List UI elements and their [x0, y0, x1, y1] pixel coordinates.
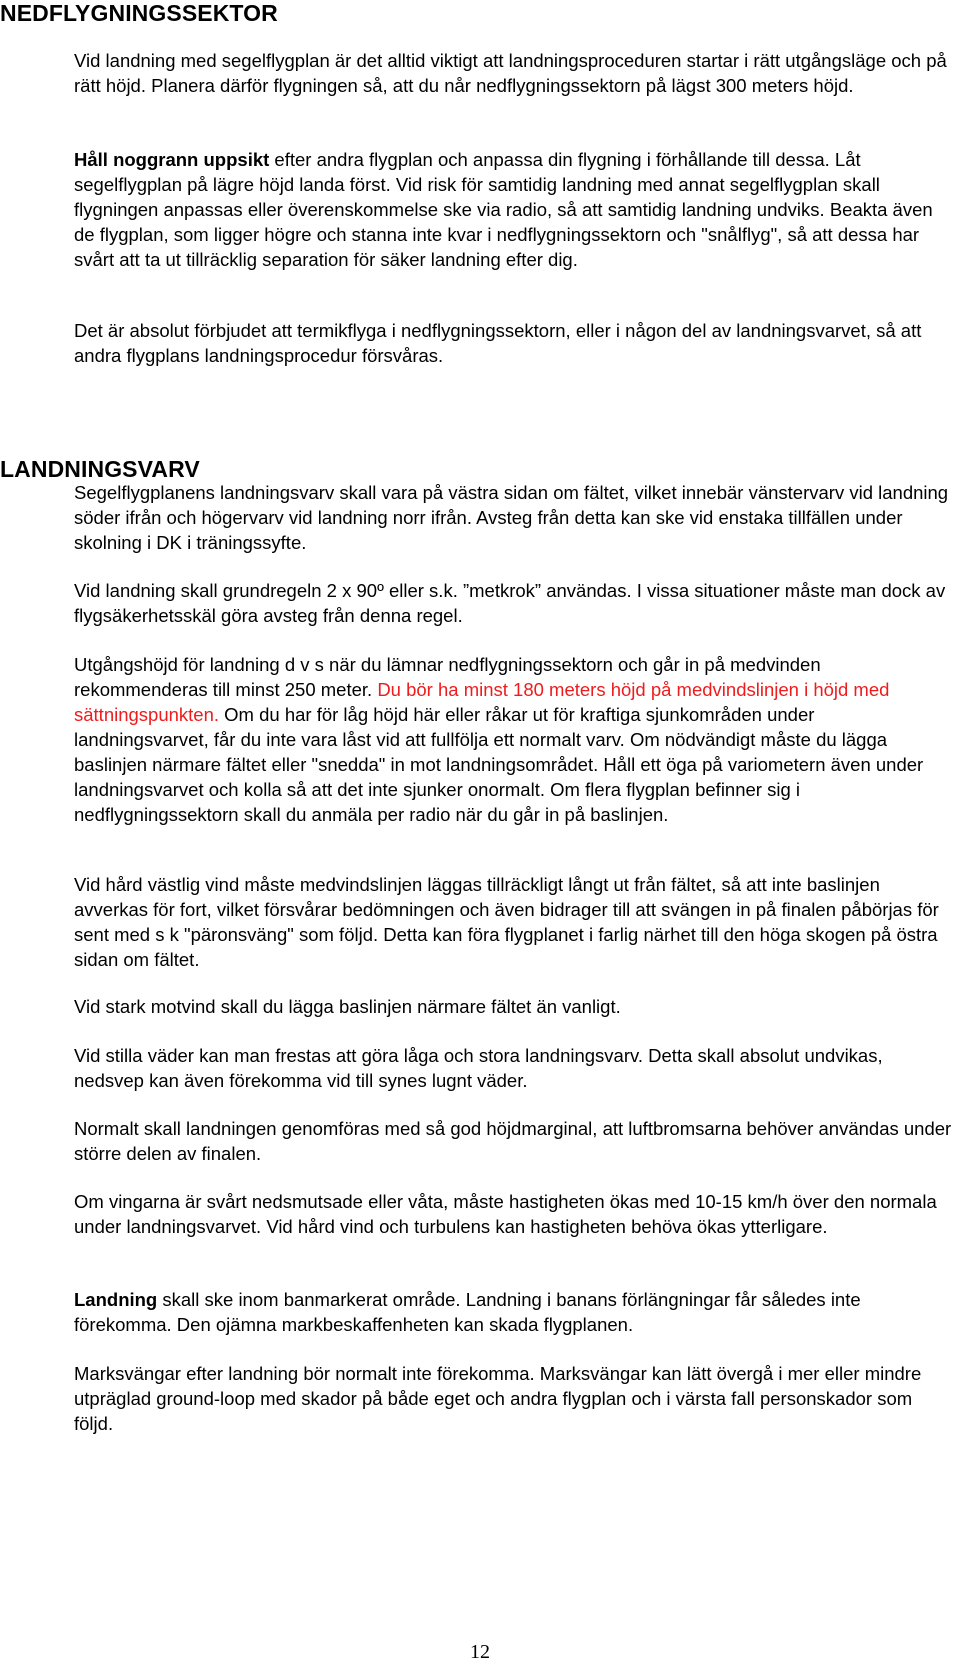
paragraph-text: Vid stilla väder kan man frestas att göra låga och stora landningsvarv. Detta skall absolut undvikas, nedsvep kan även förekomma vid till synes lugnt väder.	[74, 1045, 883, 1091]
paragraph-text: Om du har för låg höjd här eller råkar ut för kraftiga sjunkområden under landningsvarvet, får du inte vara låst vid att fullfölja ett normalt varv. Om nödvändigt måste du lägga baslinjen närmare fältet eller "snedda" in mot landningsområdet. Håll ett öga på variometern även under landningsvarvet och kolla så att det inte sjunker onormalt. Om flera flygplan befinner sig i nedflygningssektorn skall du anmäla per radio när du går in på baslinjen.	[74, 704, 924, 825]
paragraph-text: Vid stark motvind skall du lägga baslinjen närmare fältet än vanligt.	[74, 996, 621, 1017]
paragraph	[74, 1287, 954, 1337]
section-title-nedflygningssektor: NEDFLYGNINGSSEKTOR	[0, 0, 278, 26]
paragraph-text: efter andra flygplan och anpassa din flygning i förhållande till dessa. Låt segelflygplan på lägre höjd landa först. Vid risk för samtidig landning med annat segelflygplan skall flygningen anpassas eller överenskommelse ske via radio, så att samtidig landning undviks. Beakta även de flygplan, som ligger högre och stanna inte kvar i nedflygningssektorn och "snålflyg", så att dessa har svårt att ta ut tillräcklig separation för säker landning efter dig.	[74, 149, 933, 270]
bold-lead-text: Landning	[74, 1289, 158, 1310]
paragraph	[74, 147, 954, 272]
paragraph	[74, 48, 954, 98]
paragraph	[74, 1189, 954, 1239]
paragraph	[74, 1043, 954, 1093]
paragraph-text: Segelflygplanens landningsvarv skall vara på västra sidan om fältet, vilket innebär vänstervarv vid landning söder ifrån och högervarv vid landning norr ifrån. Avsteg från detta kan ske vid enstaka tillfällen under skolning i DK i träningssyfte.	[74, 482, 949, 553]
paragraph	[74, 1361, 954, 1436]
paragraph-text: Om vingarna är svårt nedsmutsade eller våta, måste hastigheten ökas med 10-15 km/h över den normala under landningsvarvet. Vid hård vind och turbulens kan hastigheten behöva ökas ytterligare.	[74, 1191, 937, 1237]
section-title-landningsvarv: LANDNINGSVARV	[0, 456, 200, 482]
paragraph	[74, 872, 954, 972]
page-number: 12	[470, 1641, 490, 1663]
paragraph	[74, 318, 954, 368]
paragraph	[74, 578, 954, 628]
highlighted-warning-text: Du bör ha minst 180 meters höjd på medvindslinjen i höjd med sättningspunkten.	[74, 679, 890, 725]
paragraph-text: Vid landning skall grundregeln 2 x 90º eller s.k. ”metkrok” användas. I vissa situationer måste man dock av flygsäkerhetsskäl göra avsteg från denna regel.	[74, 580, 946, 626]
paragraph-text: Vid landning med segelflygplan är det alltid viktigt att landningsproceduren startar i rätt utgångsläge och på rätt höjd. Planera därför flygningen så, att du når nedflygningssektorn på lägst 300 meters höjd.	[74, 50, 947, 96]
paragraph-text: Utgångshöjd för landning d v s när du lämnar nedflygningssektorn och går in på medvinden rekommenderas till minst 250 meter.	[74, 654, 821, 700]
paragraph	[74, 480, 954, 555]
bold-lead-text: Håll noggrann uppsikt	[74, 149, 270, 170]
paragraph-text: Normalt skall landningen genomföras med så god höjdmarginal, att luftbromsarna behöver användas under större delen av finalen.	[74, 1118, 952, 1164]
paragraph	[74, 652, 954, 827]
paragraph-text: skall ske inom banmarkerat område. Landning i banans förlängningar får således inte förekomma. Den ojämna markbeskaffenheten kan skada flygplanen.	[74, 1289, 861, 1335]
paragraph	[74, 994, 954, 1019]
paragraph-text: Det är absolut förbjudet att termikflyga i nedflygningssektorn, eller i någon del av landningsvarvet, så att andra flygplans landningsprocedur försvåras.	[74, 320, 922, 366]
paragraph-text: Vid hård västlig vind måste medvindslinjen läggas tillräckligt långt ut från fältet, så att inte baslinjen avverkas för fort, vilket försvårar bedömningen och även bidrager till att svängen in på finalen påbörjas för sent med s k "päronsväng" som följd. Detta kan föra flygplanet i farlig närhet till den höga skogen på östra sidan om fältet.	[74, 874, 939, 970]
paragraph-text: Marksvängar efter landning bör normalt inte förekomma. Marksvängar kan lätt övergå i mer eller mindre utpräglad ground-loop med skador på både eget och andra flygplan och i värsta fall personskador som följd.	[74, 1363, 922, 1434]
paragraph	[74, 1116, 954, 1166]
